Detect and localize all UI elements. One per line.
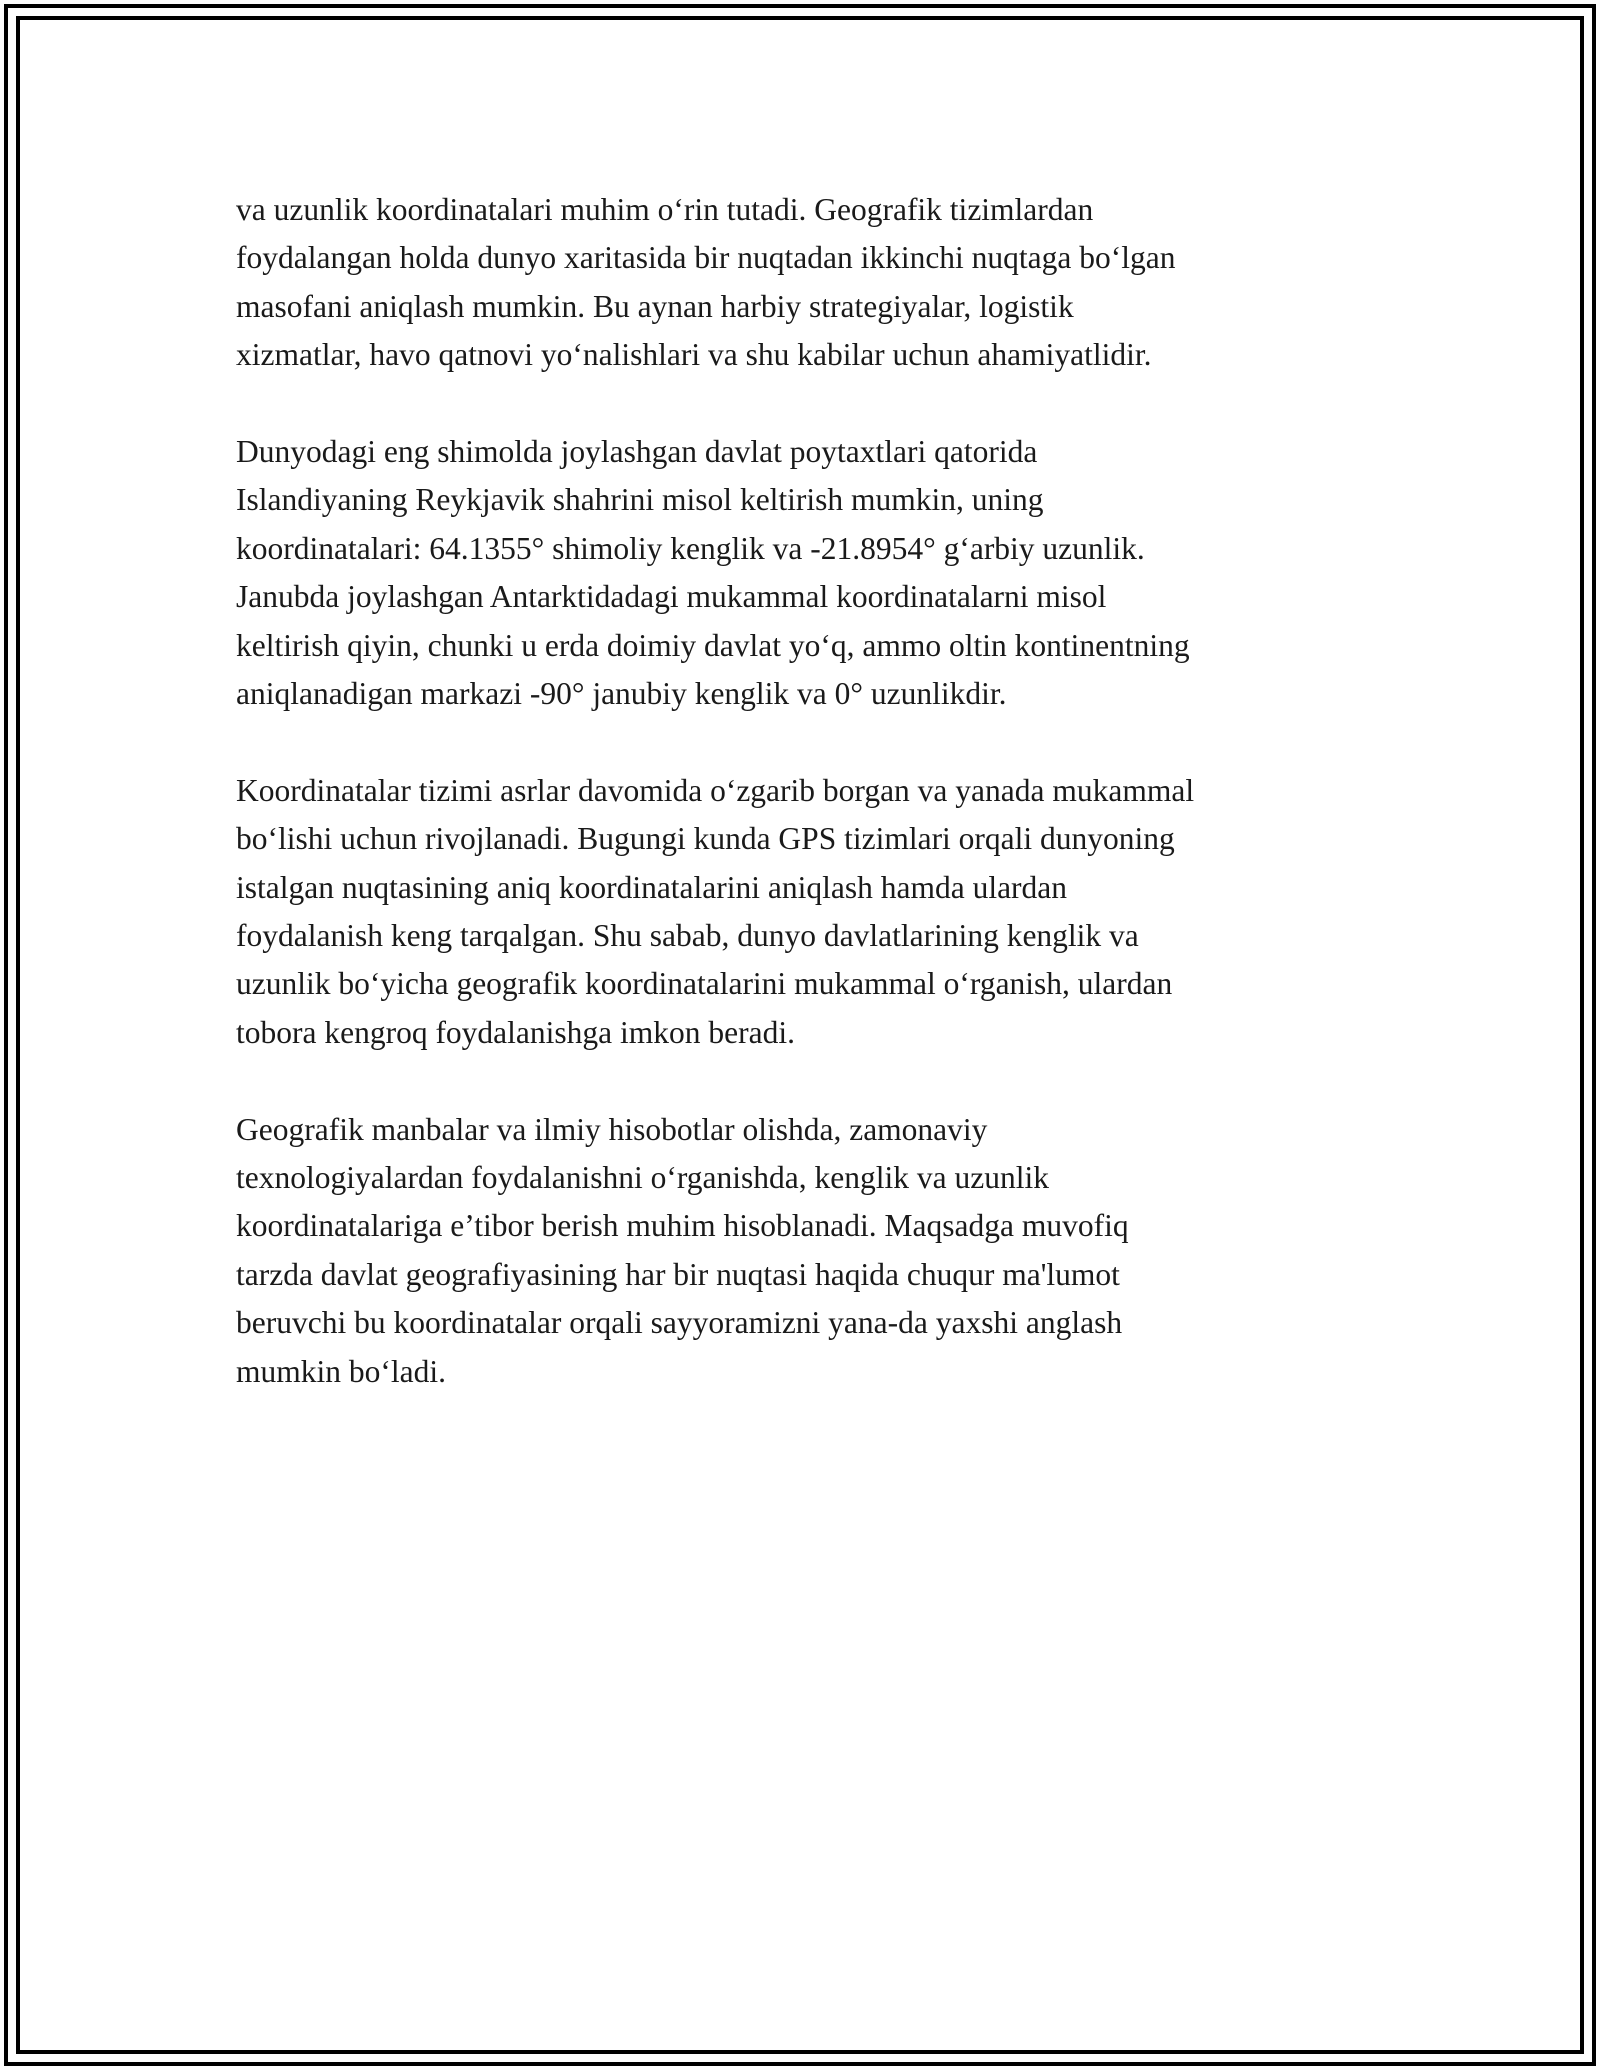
text-line: xizmatlar, havo qatnovi yo‘nalishlari va shu kabilar uchun ahamiyatlidir. — [236, 337, 1152, 373]
text-line: tobora kengroq foydalanishga imkon beradi. — [236, 1014, 795, 1050]
paragraph-3 — [236, 767, 1366, 1057]
paragraph-4 — [236, 1106, 1366, 1396]
text-line: masofani aniqlash mumkin. Bu aynan harbiy strategiyalar, logistik — [236, 288, 1074, 324]
text-line: keltirish qiyin, chunki u erda doimiy davlat yo‘q, ammo oltin kontinentning — [236, 627, 1190, 663]
text-line: Geografik manbalar va ilmiy hisobotlar olishda, zamonaviy — [236, 1111, 988, 1147]
text-line: foydalanish keng tarqalgan. Shu sabab, dunyo davlatlarining kenglik va — [236, 918, 1139, 954]
text-line: foydalangan holda dunyo xaritasida bir nuqtadan ikkinchi nuqtaga bo‘lgan — [236, 240, 1176, 276]
text-line: Janubda joylashgan Antarktidadagi mukammal koordinatalarni misol — [236, 579, 1107, 615]
text-line: Islandiyaning Reykjavik shahrini misol keltirish mumkin, uning — [236, 482, 1044, 518]
text-line: koordinatalariga e’tibor berish muhim hisoblanadi. Maqsadga muvofiq — [236, 1208, 1129, 1244]
document-body — [236, 186, 1366, 1445]
text-line: mumkin bo‘ladi. — [236, 1353, 446, 1389]
text-line: istalgan nuqtasining aniq koordinatalarini aniqlash hamda ulardan — [236, 869, 1068, 905]
text-line: texnologiyalardan foydalanishni o‘rganishda, kenglik va uzunlik — [236, 1160, 1049, 1196]
text-line: beruvchi bu koordinatalar orqali sayyoramizni yana-da yaxshi anglash — [236, 1305, 1123, 1341]
text-line: tarzda davlat geografiyasining har bir nuqtasi haqida chuqur ma'lumot — [236, 1256, 1120, 1292]
paragraph-2 — [236, 428, 1366, 718]
text-line: uzunlik bo‘yicha geografik koordinatalarini mukammal o‘rganish, ulardan — [236, 966, 1173, 1002]
text-line: bo‘lishi uchun rivojlanadi. Bugungi kunda GPS tizimlari orqali dunyoning — [236, 821, 1175, 857]
paragraph-1 — [236, 186, 1366, 380]
text-line: Koordinatalar tizimi asrlar davomida o‘zgarib borgan va yanada mukammal — [236, 772, 1195, 808]
text-line: aniqlanadigan markazi -90° janubiy kenglik va 0° uzunlikdir. — [236, 676, 1007, 712]
text-line: Dunyodagi eng shimolda joylashgan davlat poytaxtlari qatorida — [236, 434, 1038, 470]
text-line: koordinatalari: 64.1355° shimoliy kenglik va -21.8954° g‘arbiy uzunlik. — [236, 530, 1145, 566]
text-line: va uzunlik koordinatalari muhim o‘rin tutadi. Geografik tizimlardan — [236, 192, 1094, 227]
